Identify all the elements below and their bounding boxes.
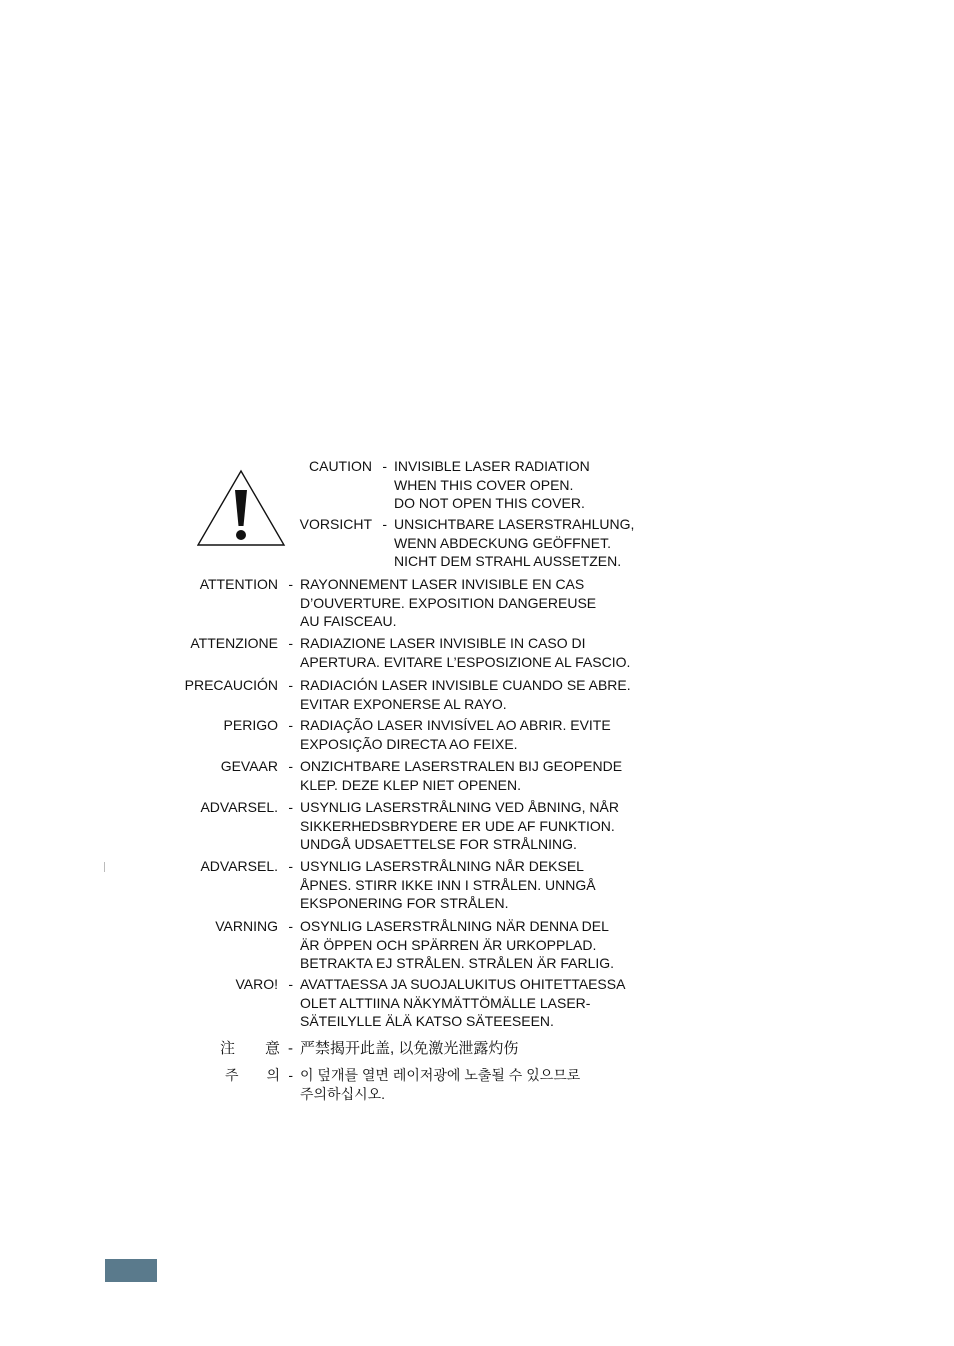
- stray-mark: [104, 862, 105, 872]
- entry-line: KLEP. DEZE KLEP NIET OPENEN.: [300, 776, 521, 793]
- entry-line: D’OUVERTURE. EXPOSITION DANGEREUSE: [300, 594, 597, 611]
- entry-line: OSYNLIG LASERSTRÅLNING NÄR DENNA DEL: [300, 918, 609, 934]
- entry-label: 注 意: [219, 1040, 280, 1057]
- entry-line: SIKKERHEDSBRYDERE ER UDE AF FUNKTION.: [300, 817, 615, 834]
- entry-label: VARO!: [235, 976, 278, 992]
- entry-line: AVATTAESSA JA SUOJALUKITUS OHITETTAESSA: [300, 976, 626, 992]
- entry-dash: -: [288, 858, 293, 874]
- entry-dash: -: [288, 1040, 293, 1057]
- entry-line: ONZICHTBARE LASERSTRALEN BIJ GEOPENDE: [300, 758, 623, 774]
- entry-dash: -: [288, 1067, 293, 1083]
- entry-label: ADVARSEL.: [200, 858, 278, 874]
- entry-line: INVISIBLE LASER RADIATION: [394, 458, 590, 474]
- entry-dash: -: [288, 677, 293, 693]
- entry-dash: -: [382, 516, 387, 532]
- entry-dash: -: [288, 635, 293, 651]
- entry-dash: -: [288, 976, 293, 992]
- entry-label: ATTENZIONE: [190, 635, 278, 651]
- entry-line: WENN ABDECKUNG GEÖFFNET.: [394, 534, 612, 551]
- entry-dash: -: [288, 717, 293, 733]
- entry-label: VARNING: [215, 918, 278, 934]
- entry-label: PERIGO: [223, 717, 278, 733]
- entry-dash: -: [288, 918, 293, 934]
- entry-dash: -: [288, 758, 293, 774]
- entry-dash: -: [382, 458, 387, 474]
- entry-label: VORSICHT: [299, 516, 372, 532]
- entry-dash: -: [288, 799, 293, 815]
- entry-line: EXPOSIÇÃO DIRECTA AO FEIXE.: [300, 735, 518, 752]
- warning-triangle-icon: [197, 468, 287, 548]
- entry-line: RADIAÇÃO LASER INVISÍVEL AO ABRIR. EVITE: [300, 717, 611, 733]
- entry-label: ATTENTION: [199, 576, 278, 592]
- entry-line: UNSICHTBARE LASERSTRAHLUNG,: [394, 516, 635, 532]
- entry-line: OLET ALTTIINA NÄKYMÄTTÖMÄLLE LASER-: [300, 994, 591, 1011]
- entry-line: RADIAZIONE LASER INVISIBLE IN CASO DI: [300, 635, 586, 651]
- page-footer-tab: [105, 1259, 157, 1282]
- entry-line: WHEN THIS COVER OPEN.: [394, 476, 574, 493]
- entry-line: SÄTEILYLLE ÄLÄ KATSO SÄTEESEEN.: [300, 1013, 554, 1030]
- entry-line: EKSPONERING FOR STRÅLEN.: [300, 895, 509, 912]
- entry-label: GEVAAR: [220, 758, 278, 774]
- entry-line: USYNLIG LASERSTRÅLNING VED ÅBNING, NÅR: [300, 799, 619, 815]
- entry-line: ÅPNES. STIRR IKKE INN I STRÅLEN. UNNGÅ: [300, 876, 596, 893]
- entry-line: RADIACIÓN LASER INVISIBLE CUANDO SE ABRE.: [300, 677, 631, 693]
- entry-dash: -: [288, 576, 293, 592]
- entry-line: AU FAISCEAU.: [300, 613, 397, 630]
- entry-line: UNDGÅ UDSAETTELSE FOR STRÅLNING.: [300, 836, 577, 853]
- entry-label: 주 의: [224, 1067, 280, 1083]
- entry-label: CAUTION: [309, 458, 372, 474]
- entry-line: 주의하십시오.: [300, 1085, 386, 1102]
- entry-line: BETRAKTA EJ STRÅLEN. STRÅLEN ÄR FARLIG.: [300, 955, 615, 972]
- entry-label: ADVARSEL.: [200, 799, 278, 815]
- entry-line: USYNLIG LASERSTRÅLNING NÅR DEKSEL: [300, 858, 584, 874]
- entry-line: NICHT DEM STRAHL AUSSETZEN.: [394, 553, 622, 570]
- entry-line: DO NOT OPEN THIS COVER.: [394, 495, 585, 512]
- entry-line: ÄR ÖPPEN OCH SPÄRREN ÄR URKOPPLAD.: [300, 936, 597, 953]
- entry-line: 严禁揭开此盖, 以免激光泄露灼伤: [300, 1040, 519, 1057]
- entry-line: APERTURA. EVITARE L’ESPOSIZIONE AL FASCIO.: [300, 653, 631, 670]
- entry-line: RAYONNEMENT LASER INVISIBLE EN CAS: [300, 576, 585, 592]
- entry-line: 이 덮개를 열면 레이저광에 노출될 수 있으므로: [300, 1067, 581, 1083]
- entry-line: EVITAR EXPONERSE AL RAYO.: [300, 695, 507, 712]
- entry-label: PRECAUCIÓN: [184, 677, 278, 693]
